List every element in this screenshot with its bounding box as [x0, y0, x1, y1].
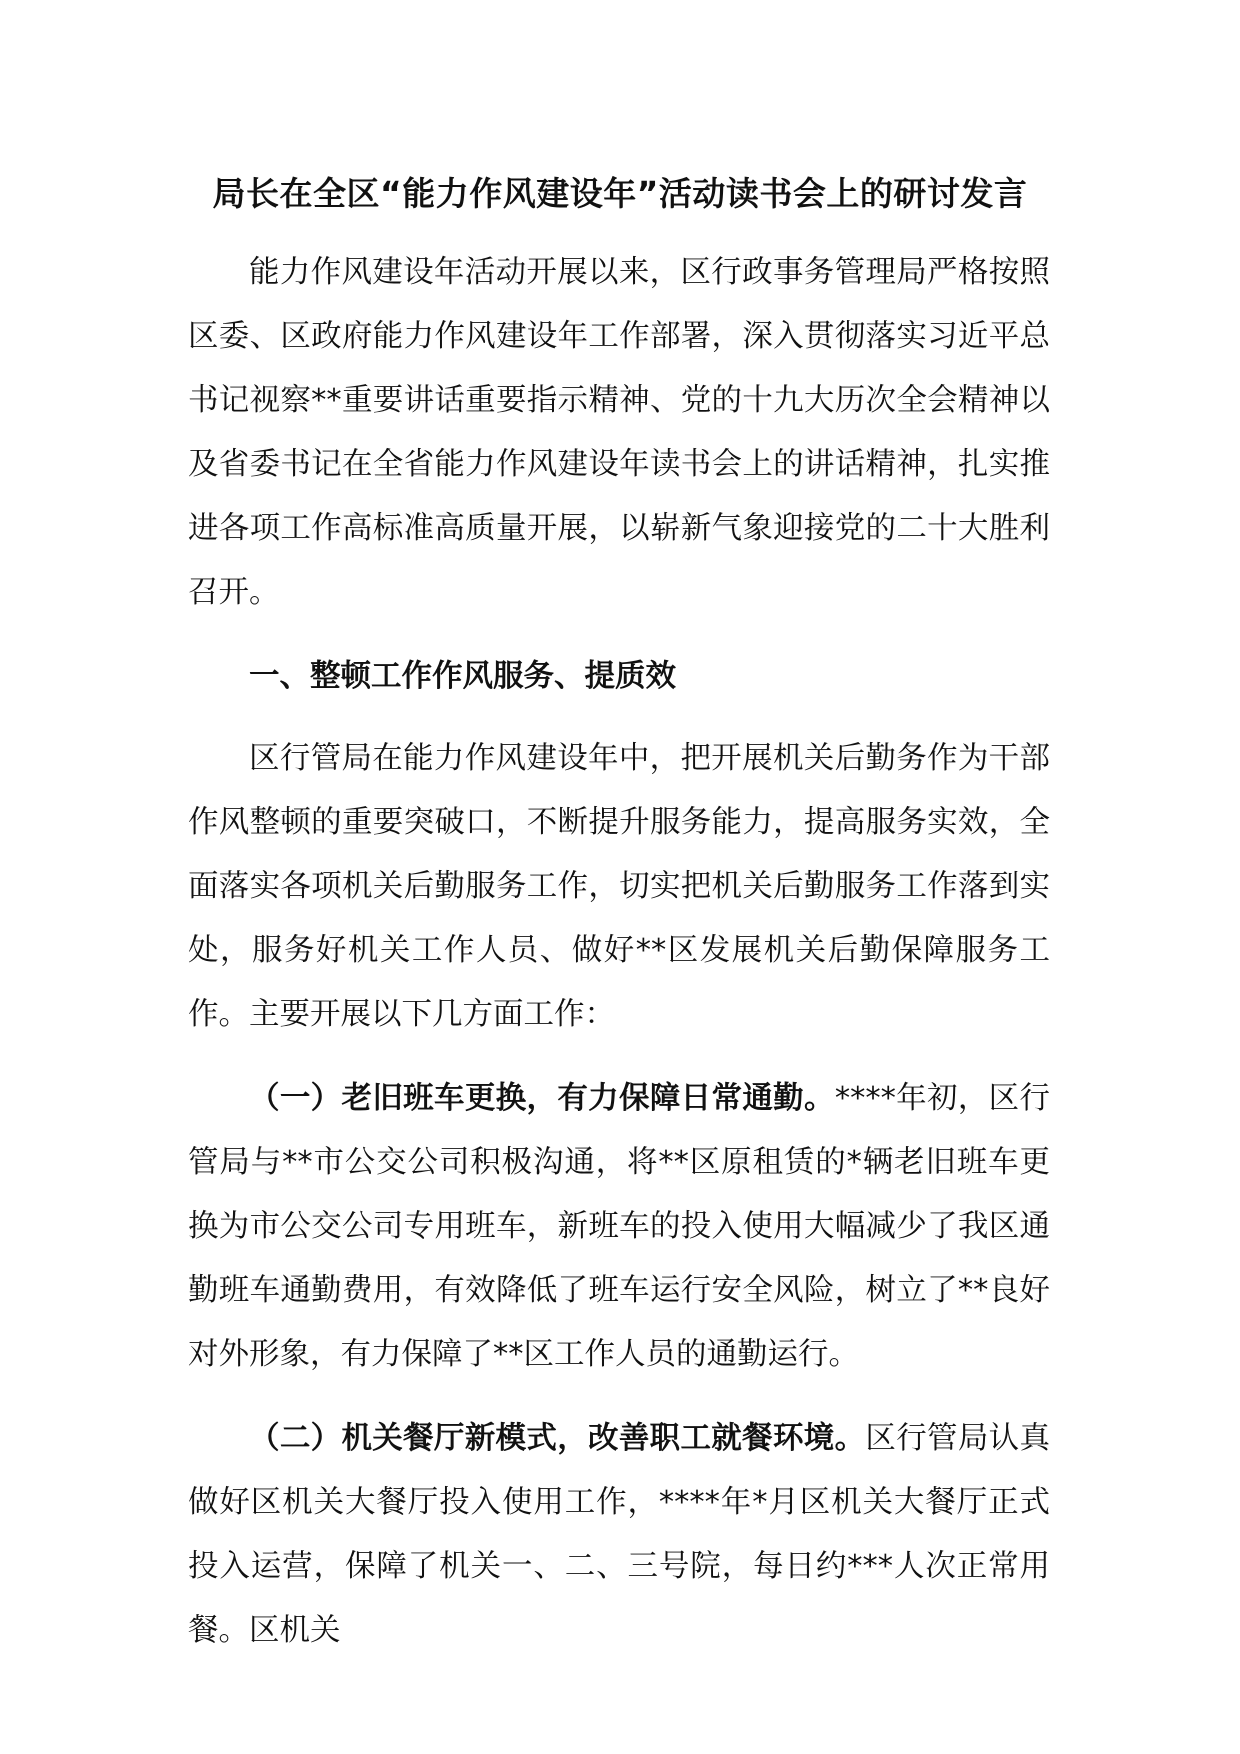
section-paragraph: 区行管局在能力作风建设年中，把开展机关后勤务作为干部作风整顿的重要突破口，不断提升服务能力，提高服务实效，全面落实各项机关后勤服务工作，切实把机关后勤服务工作落到实处，服务好机关工作人员、做好**区发展机关后勤保障服务工作。主要开展以下几方面工作：: [188, 741, 1050, 1032]
subsection-lead-2: （二）机关餐厅新模式，改善职工就餐环境。: [249, 1421, 866, 1456]
subsection-paragraph-1: [188, 1047, 1050, 1387]
intro-paragraph: 能力作风建设年活动开展以来，区行政事务管理局严格按照区委、区政府能力作风建设年工作部署，深入贯彻落实习近平总书记视察**重要讲话重要指示精神、党的十九大历次全会精神以及省委书记在全省能力作风建设年读书会上的讲话精神，扎实推进各项工作高标准高质量开展，以崭新气象迎接党的二十大胜利召开。: [188, 255, 1050, 610]
subsection-text-2: 区行管局认真做好区机关大餐厅投入使用工作，****年*月区机关大餐厅正式投入运营，保障了机关一、二、三号院，每日约***人次正常用餐。区机关: [188, 1421, 1051, 1648]
section-heading: 一、整顿工作作风服务、提质效: [249, 659, 676, 694]
document-title: 局长在全区“能力作风建设年”活动读书会上的研讨发言: [212, 174, 1028, 213]
subsection-lead-1: （一）老旧班车更换，有力保障日常通勤。: [249, 1081, 835, 1116]
subsection-paragraph-2: [188, 1387, 1050, 1663]
document-body: [188, 241, 1050, 1663]
subsection-text-1: ****年初，区行管局与**市公交公司积极沟通，将**区原租赁的*辆老旧班车更换为市公交公司专用班车，新班车的投入使用大幅减少了我区通勤班车通勤费用，有效降低了班车运行安全风险，树立了**良好对外形象，有力保障了**区工作人员的通勤运行。: [188, 1081, 1051, 1372]
